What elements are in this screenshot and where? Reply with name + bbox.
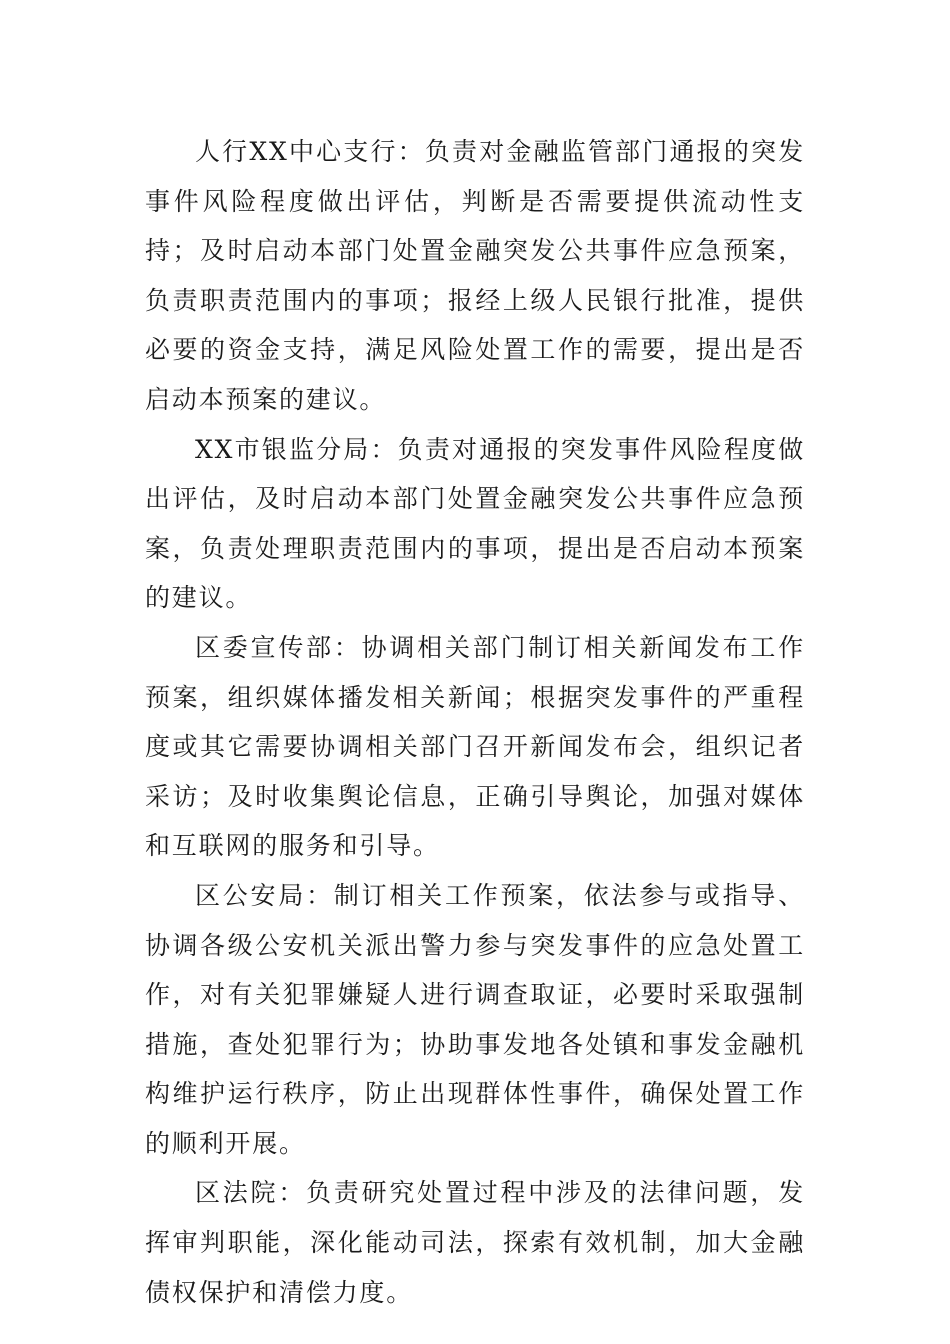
- paragraph-court: 区法院：负责研究处置过程中涉及的法律问题，发挥审判职能，深化能动司法，探索有效机制，加大金融债权保护和清偿力度。: [145, 1178, 805, 1307]
- document-body: [145, 127, 805, 1317]
- paragraph-banking-regulator: XX市银监分局：负责对通报的突发事件风险程度做出评估，及时启动本部门处置金融突发公共事件应急预案，负责处理职责范围内的事项，提出是否启动本预案的建议。: [145, 434, 805, 613]
- paragraph-publicity-dept: 区委宣传部：协调相关部门制订相关新闻发布工作预案，组织媒体播发相关新闻；根据突发事件的严重程度或其它需要协调相关部门召开新闻发布会，组织记者采访；及时收集舆论信息，正确引导舆论，加强对媒体和互联网的服务和引导。: [145, 632, 805, 861]
- paragraph-public-security: 区公安局：制订相关工作预案，依法参与或指导、协调各级公安机关派出警力参与突发事件的应急处置工作，对有关犯罪嫌疑人进行调查取证，必要时采取强制措施，查处犯罪行为；协助事发地各处镇和事发金融机构维护运行秩序，防止出现群体性事件，确保处置工作的顺利开展。: [145, 880, 805, 1158]
- paragraph-pboc-branch: 人行XX中心支行：负责对金融监管部门通报的突发事件风险程度做出评估，判断是否需要提供流动性支持；及时启动本部门处置金融突发公共事件应急预案，负责职责范围内的事项；报经上级人民银行批准，提供必要的资金支持，满足风险处置工作的需要，提出是否启动本预案的建议。: [145, 137, 805, 414]
